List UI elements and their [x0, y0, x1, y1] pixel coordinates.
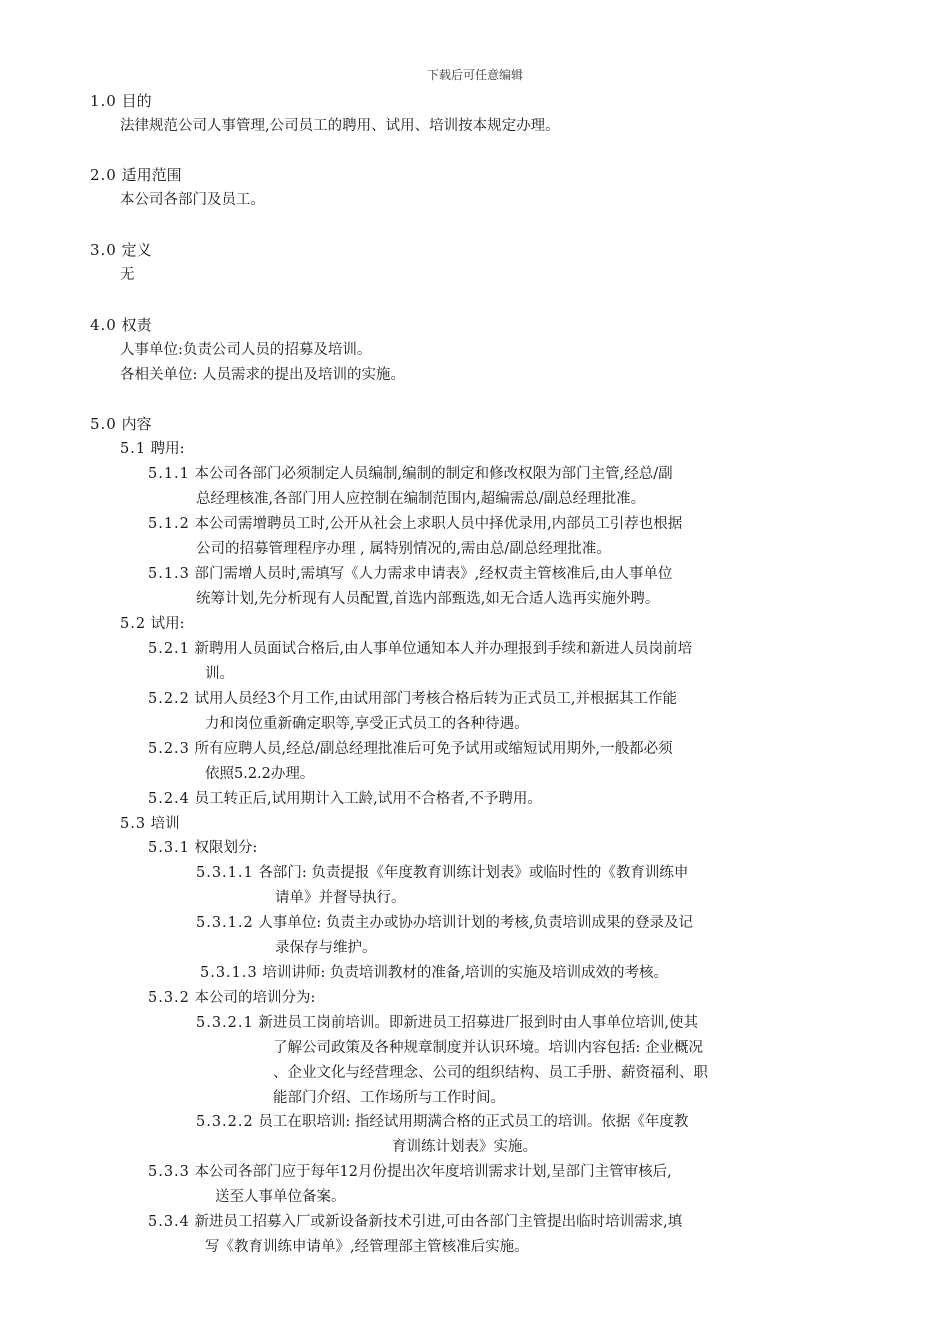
item-5-2-4-text-1: 员工转正后,试用期计入工龄,试用不合格者,不予聘用。: [194, 791, 542, 807]
subsection-5-3-number: 5.3: [120, 816, 147, 832]
section-5-number: 5.0: [90, 415, 117, 433]
item-5-3-4-text-1: 新进员工招募入厂或新设备新技术引进,可由各部门主管提出临时培训需求,填: [194, 1214, 683, 1230]
item-5-2-1-number: 5.2.1: [148, 641, 190, 657]
item-5-3-2-heading: [148, 989, 315, 1007]
item-5-3-2-1-line-3: 、企业文化与经营理念、公司的组织结构、员工手册、薪资福利、职: [273, 1065, 708, 1081]
item-5-1-1-line-1: [148, 465, 673, 483]
item-5-3-1-3-line-1: [200, 964, 668, 982]
section-4-line-2: 各相关单位: 人员需求的提出及培训的实施。: [120, 367, 405, 383]
subsection-5-1-title: 聘用:: [150, 441, 185, 457]
subsection-5-2-heading: [120, 615, 185, 633]
item-5-2-2-line-1: [148, 690, 677, 708]
item-5-1-3-number: 5.1.3: [148, 566, 190, 582]
item-5-1-3-text-1: 部门需增人员时,需填写《人力需求申请表》,经权责主管核准后,由人事单位: [194, 566, 673, 582]
item-5-2-1-line-2: 训。: [205, 666, 234, 682]
item-5-3-1-2-text-1: 人事单位: 负责主办或协办培训计划的考核,负责培训成果的登录及记: [258, 915, 693, 931]
item-5-3-2-1-line-4: 能部门介绍、工作场所与工作时间。: [273, 1090, 505, 1106]
item-5-1-1-line-2: 总经理核准,各部门用人应控制在编制范围内,超编需总/副总经理批准。: [196, 491, 646, 507]
item-5-3-3-text-1: 本公司各部门应于每年12月份提出次年度培训需求计划,呈部门主管审核后,: [194, 1164, 672, 1180]
item-5-3-1-3-number: 5.3.1.3: [200, 965, 258, 981]
section-4-number: 4.0: [90, 316, 117, 334]
item-5-2-2-number: 5.2.2: [148, 691, 190, 707]
item-5-2-2-line-2: 力和岗位重新确定职等,享受正式员工的各种待遇。: [205, 716, 529, 732]
item-5-2-1-text-1: 新聘用人员面试合格后,由人事单位通知本人并办理报到手续和新进人员岗前培: [194, 641, 693, 657]
item-5-2-3-number: 5.2.3: [148, 741, 190, 757]
item-5-3-2-number: 5.3.2: [148, 990, 190, 1006]
item-5-1-2-number: 5.1.2: [148, 516, 190, 532]
item-5-3-1-1-line-2: 请单》并督导执行。: [275, 890, 406, 906]
item-5-3-1-title: 权限划分:: [194, 840, 258, 856]
subsection-5-3-heading: [120, 815, 180, 833]
section-4-heading: [90, 316, 152, 334]
section-4-line-1: 人事单位:负责公司人员的招募及培训。: [120, 342, 372, 358]
item-5-3-2-2-line-1: [196, 1113, 688, 1131]
item-5-2-1-line-1: [148, 640, 692, 658]
page-header: 下载后可任意编辑: [426, 68, 523, 82]
item-5-1-2-line-1: [148, 515, 682, 533]
item-5-2-3-line-1: [148, 740, 673, 758]
item-5-1-1-number: 5.1.1: [148, 466, 190, 482]
item-5-1-2-text-1: 本公司需增聘员工时,公开从社会上求职人员中择优录用,内部员工引荐也根据: [194, 516, 683, 532]
section-1-title: 目的: [121, 92, 152, 110]
item-5-3-2-2-number: 5.3.2.2: [196, 1114, 254, 1130]
item-5-3-2-1-line-1: [196, 1014, 698, 1032]
item-5-3-1-2-line-1: [196, 914, 693, 932]
item-5-3-2-1-text-1: 新进员工岗前培训。即新进员工招募进厂报到时由人事单位培训,使其: [258, 1015, 698, 1031]
section-1-text: 法律规范公司人事管理,公司员工的聘用、试用、培训按本规定办理。: [120, 118, 560, 134]
item-5-1-3-line-1: [148, 565, 672, 583]
item-5-3-4-line-2: 写《教育训练申请单》,经管理部主管核准后实施。: [205, 1239, 529, 1255]
item-5-3-1-3-text-1: 培训讲师: 负责培训教材的准备,培训的实施及培训成效的考核。: [262, 965, 668, 981]
item-5-3-1-number: 5.3.1: [148, 840, 190, 856]
item-5-2-3-line-2: 依照5.2.2办理。: [205, 766, 315, 782]
item-5-3-3-line-1: [148, 1163, 672, 1181]
section-4-title: 权责: [121, 316, 152, 334]
subsection-5-2-number: 5.2: [120, 616, 147, 632]
item-5-3-3-line-2: 送至人事单位备案。: [215, 1189, 346, 1205]
item-5-3-1-heading: [148, 839, 257, 857]
item-5-3-3-number: 5.3.3: [148, 1164, 190, 1180]
section-3-text: 无: [120, 267, 135, 283]
item-5-3-1-2-number: 5.3.1.2: [196, 915, 254, 931]
item-5-3-4-number: 5.3.4: [148, 1214, 190, 1230]
item-5-2-4-line-1: [148, 790, 542, 808]
item-5-2-3-text-1: 所有应聘人员,经总/副总经理批准后可免予试用或缩短试用期外,一般都必须: [194, 741, 673, 757]
section-2-number: 2.0: [90, 166, 117, 184]
item-5-3-1-2-line-2: 录保存与维护。: [275, 940, 377, 956]
section-2-title: 适用范围: [121, 166, 182, 184]
subsection-5-1-heading: [120, 440, 185, 458]
section-3-number: 3.0: [90, 241, 117, 259]
item-5-1-3-line-2: 统筹计划,先分析现有人员配置,首选内部甄选,如无合适人选再实施外聘。: [196, 591, 660, 607]
section-2-heading: [90, 166, 182, 184]
section-1-heading: [90, 92, 152, 110]
item-5-3-2-1-line-2: 了解公司政策及各种规章制度并认识环境。培训内容包括: 企业概况: [273, 1040, 703, 1056]
item-5-1-2-line-2: 公司的招募管理程序办理 , 属特别情况的,需由总/副总经理批准。: [196, 541, 611, 557]
section-1-number: 1.0: [90, 92, 117, 110]
item-5-3-4-line-1: [148, 1213, 682, 1231]
item-5-3-2-title: 本公司的培训分为:: [194, 990, 316, 1006]
subsection-5-1-number: 5.1: [120, 441, 147, 457]
item-5-3-2-1-number: 5.3.2.1: [196, 1015, 254, 1031]
subsection-5-2-title: 试用:: [150, 616, 185, 632]
section-5-title: 内容: [121, 415, 152, 433]
section-5-heading: [90, 415, 152, 433]
item-5-3-1-1-text-1: 各部门: 负责提报《年度教育训练计划表》或临时性的《教育训练申: [258, 865, 689, 881]
subsection-5-3-title: 培训: [150, 816, 180, 832]
item-5-2-2-text-1: 试用人员经3个月工作,由试用部门考核合格后转为正式员工,并根据其工作能: [194, 691, 677, 707]
item-5-3-1-1-line-1: [196, 864, 688, 882]
item-5-3-2-2-text-1: 员工在职培训: 指经试用期满合格的正式员工的培训。依据《年度教: [258, 1114, 689, 1130]
item-5-1-1-text-1: 本公司各部门必须制定人员编制,编制的制定和修改权限为部门主管,经总/副: [194, 466, 673, 482]
section-3-heading: [90, 241, 152, 259]
item-5-3-1-1-number: 5.3.1.1: [196, 865, 254, 881]
item-5-2-4-number: 5.2.4: [148, 791, 190, 807]
section-3-title: 定义: [121, 241, 152, 259]
section-2-text: 本公司各部门及员工。: [120, 192, 265, 208]
item-5-3-2-2-line-2: 育训练计划表》实施。: [392, 1139, 537, 1155]
